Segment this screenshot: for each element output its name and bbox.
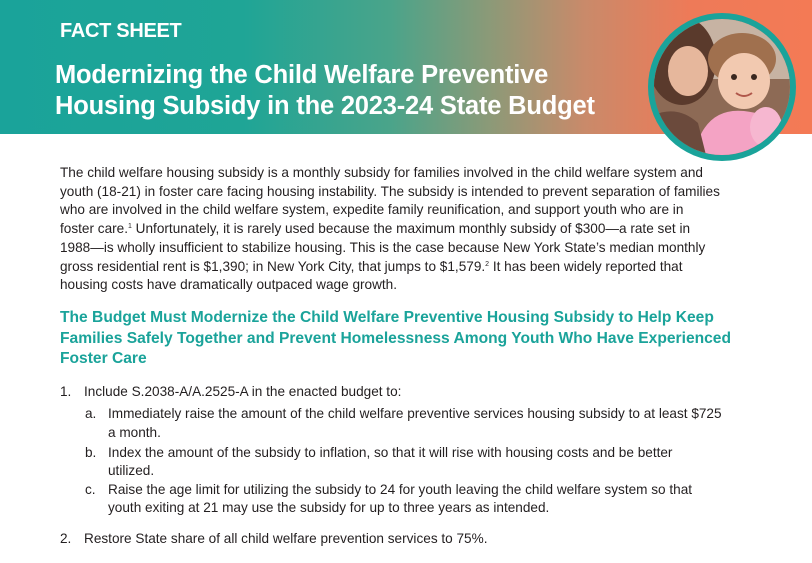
list-number-1: 1. bbox=[60, 384, 72, 399]
intro-line: The child welfare housing subsidy is a monthly subsidy for families involved in the child welfare system and bbox=[60, 165, 703, 180]
intro-line: who are involved in the child welfare system, expedite family reunification, and support youth who are in bbox=[60, 202, 684, 218]
sublist-item-b-line-2: utilized. bbox=[108, 463, 155, 478]
intro-line: housing costs have dramatically outpaced wage growth. bbox=[60, 277, 398, 293]
list-item-2-text: Restore State share of all child welfare prevention services to 75%. bbox=[84, 531, 488, 546]
sublist-item-c-line-1: Raise the age limit for utilizing the subsidy to 24 for youth leaving the child welfare system so that bbox=[108, 482, 693, 497]
intro-line: 1988—is wholly insufficient to stabilize housing. This is the case because New York State’s median monthly bbox=[60, 239, 706, 255]
footnote-ref-2[interactable]: 2 bbox=[485, 260, 490, 268]
eyebrow-label: FACT SHEET bbox=[60, 20, 182, 42]
intro-line: youth (18-21) in foster care facing housing instability. The subsidy is intended to prevent separation of families bbox=[60, 183, 720, 199]
sublist-item-b-line-1: Index the amount of the subsidy to inflation, so that it will rise with housing costs and be better bbox=[108, 445, 673, 460]
footnote-ref-1[interactable]: 1 bbox=[128, 223, 132, 231]
intro-text: It has been widely reported that bbox=[489, 258, 683, 274]
list-number-2: 2. bbox=[60, 531, 72, 546]
intro-text: Unfortunately, it is rarely used because the maximum monthly subsidy of $300—a rate set in bbox=[131, 221, 691, 237]
section-heading-line: Families Safely Together and Prevent Homelessness Among Youth Who Have Experienced bbox=[60, 329, 732, 347]
intro-text: gross residential rent is $1,390; in New York City, that jumps to $1,579. bbox=[60, 258, 486, 274]
sublist-marker-b: b. bbox=[85, 445, 97, 460]
sublist-item-a-line-2: a month. bbox=[108, 425, 161, 440]
sublist-marker-c: c. bbox=[85, 482, 96, 497]
section-heading-line: The Budget Must Modernize the Child Welfare Preventive Housing Subsidy to Help Keep bbox=[60, 309, 714, 326]
page-title-line-2: Housing Subsidy in the 2023-24 State Budget bbox=[55, 92, 595, 120]
sublist-marker-a: a. bbox=[85, 406, 97, 421]
sublist-item-c-line-2: youth exiting at 21 may use the subsidy for up to three years as intended. bbox=[108, 500, 550, 515]
list-item-1-text: Include S.2038-A/A.2525-A in the enacted budget to: bbox=[84, 384, 402, 399]
page-title-line-1: Modernizing the Child Welfare Preventive bbox=[55, 61, 549, 89]
intro-text: foster care. bbox=[60, 221, 128, 237]
sublist-item-a-line-1: Immediately raise the amount of the child welfare preventive services housing subsidy to at least $725 bbox=[108, 406, 722, 421]
section-heading-line: Foster Care bbox=[60, 350, 147, 367]
